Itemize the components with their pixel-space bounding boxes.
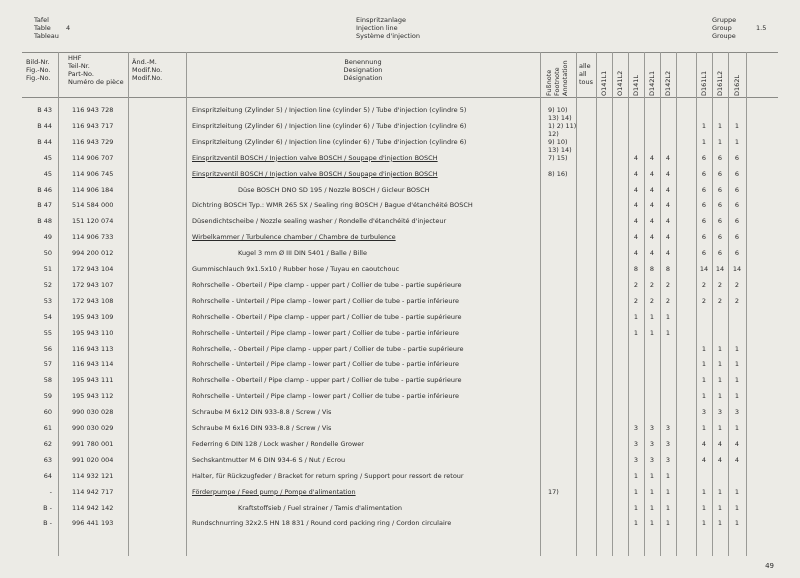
quantity-D161L2: 1: [717, 487, 723, 496]
table-number: 4: [66, 24, 71, 32]
quantity-D141L: 3: [633, 424, 639, 432]
quantity-D161L1: 6: [701, 169, 707, 178]
quantity-D141L: 1: [633, 503, 639, 512]
quantity-D161L2: 3: [717, 408, 723, 417]
quantity-D161L1: 6: [701, 153, 707, 162]
header-right: [712, 16, 736, 40]
quantity-D141L: 4: [633, 217, 639, 226]
quantity-D162L: 1: [734, 503, 740, 512]
col-bild-en: Fig.-No.: [26, 66, 51, 74]
part-number: 172 943 104: [72, 265, 114, 273]
quantity-D161L1: 2: [701, 280, 707, 289]
designation: Kugel 3 mm Ø III DIN 5401 / Balle / Bille: [238, 249, 367, 258]
table-row: [0, 170, 800, 184]
quantity-D141L: 1: [633, 312, 639, 321]
quantity-D141L: 4: [633, 233, 639, 242]
quantity-D141L: 4: [633, 169, 639, 178]
quantity-D142L1: 4: [649, 233, 655, 242]
quantity-D142L1: 8: [649, 265, 655, 273]
quantity-D142L1: 4: [649, 217, 655, 226]
fig-number: B 46: [37, 185, 52, 194]
footnote: 8) 16): [548, 169, 568, 178]
part-number: 114 932 121: [72, 471, 114, 480]
quantity-D161L2: 6: [717, 233, 723, 242]
quantity-D142L1: 4: [649, 185, 655, 194]
quantity-D161L1: 2: [701, 296, 707, 305]
fig-number: 63: [43, 455, 52, 464]
table-row: [0, 106, 800, 120]
quantity-D162L: 1: [734, 392, 740, 401]
part-number: 990 030 028: [72, 408, 114, 417]
quantity-D142L2: 1: [665, 328, 671, 337]
quantity-D141L: 4: [633, 185, 639, 194]
designation: Rohrschelle - Unterteil / Pipe clamp - lower part / Collier de tube - partie inférieure: [192, 296, 459, 305]
part-number: 114 906 184: [72, 185, 114, 194]
designation: Einspritzleitung (Zylinder 5) / Injection line (cylinder 5) / Tube d'injection (cylindre 5): [192, 106, 467, 114]
part-number: 114 906 745: [72, 169, 114, 178]
quantity-D142L2: 1: [665, 487, 671, 496]
designation: Einspritzventil BOSCH / Injection valve BOSCH / Soupape d'injection BOSCH: [192, 153, 438, 162]
quantity-D142L2: 1: [665, 471, 671, 480]
quantity-D161L1: 1: [701, 121, 707, 130]
page-number: 49: [765, 562, 774, 570]
quantity-D162L: 3: [734, 408, 740, 417]
header-right-de: Gruppe: [712, 16, 737, 24]
table-header-border: [22, 97, 778, 98]
col-model-D161L1: D161L1: [700, 70, 708, 96]
col-bild-fr: Fig.-No.: [26, 74, 51, 82]
part-number: 116 943 114: [72, 360, 114, 369]
table-row: [0, 265, 800, 279]
table-row: [0, 186, 800, 200]
designation: Rundschnurring 32x2.5 HN 18 831 / Round cord packing ring / Cordon circulaire: [192, 519, 452, 528]
col-alle-de: alle: [579, 62, 591, 70]
col-aend-en: Modif.No.: [132, 66, 163, 74]
designation: Einspritzleitung (Zylinder 6) / Injection line (cylinder 6) / Tube d'injection (cylindre 6): [192, 121, 467, 130]
col-alle-fr: tous: [579, 78, 594, 86]
table-row: [0, 456, 800, 470]
quantity-D141L: 3: [633, 455, 639, 464]
quantity-D161L2: 6: [717, 217, 723, 226]
quantity-D141L: 1: [633, 519, 639, 528]
quantity-D161L2: 1: [717, 137, 723, 146]
fig-number: B 44: [37, 121, 52, 130]
col-model-D142L1: D142L1: [648, 70, 656, 96]
quantity-D142L2: 1: [665, 503, 671, 512]
table-row: [0, 488, 800, 502]
quantity-D161L2: 6: [717, 185, 723, 194]
quantity-D161L2: 14: [715, 265, 725, 273]
quantity-D162L: 1: [734, 519, 740, 528]
table-top-border: [22, 52, 778, 53]
quantity-D161L2: 1: [717, 360, 723, 369]
fig-number: 45: [43, 169, 52, 178]
quantity-D161L1: 1: [701, 344, 707, 353]
quantity-D142L2: 3: [665, 424, 671, 432]
fig-number: B 43: [37, 106, 52, 114]
designation: Düse BOSCH DNO SD 195 / Nozzle BOSCH / Gicleur BOSCH: [238, 185, 430, 194]
quantity-D161L1: 6: [701, 249, 707, 258]
part-number: 114 942 142: [72, 503, 114, 512]
designation: Rohrschelle - Oberteil / Pipe clamp - upper part / Collier de tube - partie supérieure: [192, 376, 462, 385]
part-number: 172 943 108: [72, 296, 114, 305]
table-row: [0, 360, 800, 374]
footnote: 13) 14): [548, 114, 572, 122]
quantity-D161L2: 2: [717, 280, 723, 289]
quantity-D142L1: 4: [649, 249, 655, 258]
part-number: 195 943 110: [72, 328, 114, 337]
designation: Gummischlauch 9x1.5x10 / Rubber hose / Tuyau en caoutchouc: [192, 265, 400, 273]
part-number: 991 020 004: [72, 455, 114, 464]
quantity-D162L: 1: [734, 487, 740, 496]
quantity-D161L1: 1: [701, 519, 707, 528]
designation: Rohrschelle - Unterteil / Pipe clamp - lower part / Collier de tube - partie inférieure: [192, 360, 459, 369]
part-number: 114 906 707: [72, 153, 114, 162]
part-number: 116 943 113: [72, 344, 114, 353]
footnote: 13) 14): [548, 145, 572, 154]
quantity-D141L: 1: [633, 471, 639, 480]
quantity-D161L1: 1: [701, 424, 707, 432]
fig-number: 60: [43, 408, 52, 417]
quantity-D162L: 1: [734, 424, 740, 432]
table-row: [0, 122, 800, 136]
footnote: 9) 10): [548, 137, 568, 146]
table-row: [0, 313, 800, 327]
col-teil-de: Teil-Nr.: [68, 62, 90, 70]
quantity-D162L: 6: [734, 217, 740, 226]
part-number: 114 942 717: [72, 487, 114, 496]
fig-number: B -: [43, 519, 52, 528]
footnote: 7) 15): [548, 153, 568, 162]
quantity-D141L: 8: [633, 265, 639, 273]
quantity-D141L: 2: [633, 296, 639, 305]
part-number: 151 120 074: [72, 217, 114, 226]
quantity-D161L2: 4: [717, 439, 723, 448]
quantity-D142L1: 3: [649, 439, 655, 448]
quantity-D162L: 1: [734, 137, 740, 146]
quantity-D162L: 6: [734, 201, 740, 210]
col-header-teil: [68, 54, 124, 86]
fig-number: 64: [43, 471, 52, 480]
table-row: [0, 345, 800, 359]
quantity-D142L2: 4: [665, 153, 671, 162]
designation: Einspritzventil BOSCH / Injection valve BOSCH / Soupape d'injection BOSCH: [192, 169, 438, 178]
table-row: [0, 281, 800, 295]
quantity-D161L2: 6: [717, 249, 723, 258]
quantity-D162L: 6: [734, 249, 740, 258]
quantity-D161L1: 14: [699, 265, 709, 273]
quantity-D161L1: 6: [701, 201, 707, 210]
quantity-D142L1: 4: [649, 169, 655, 178]
header-left-en: Table: [34, 24, 51, 32]
table-row: [0, 376, 800, 390]
table-row: [0, 440, 800, 454]
col-ben-fr: Désignation: [343, 74, 383, 82]
fig-number: 50: [43, 249, 52, 258]
quantity-D142L2: 3: [665, 439, 671, 448]
designation: Düsendichtscheibe / Nozzle sealing washer / Rondelle d'étanchéité d'injecteur: [192, 217, 447, 226]
col-aend-fr: Modif.No.: [132, 74, 163, 82]
quantity-D142L1: 2: [649, 296, 655, 305]
fig-number: 57: [43, 360, 52, 369]
quantity-D161L1: 6: [701, 233, 707, 242]
quantity-D142L2: 4: [665, 169, 671, 178]
designation: Rohrschelle - Oberteil / Pipe clamp - upper part / Collier de tube - partie supérieure: [192, 280, 462, 289]
quantity-D161L1: 6: [701, 217, 707, 226]
header-left-fr: Tableau: [34, 32, 59, 40]
quantity-D162L: 1: [734, 360, 740, 369]
quantity-D142L1: 2: [649, 280, 655, 289]
quantity-D142L2: 1: [665, 312, 671, 321]
part-number: 114 906 733: [72, 233, 114, 242]
header-center-de: Einspritzanlage: [356, 16, 407, 24]
quantity-D142L2: 4: [665, 233, 671, 242]
quantity-D142L1: 1: [649, 487, 655, 496]
quantity-D161L2: 1: [717, 121, 723, 130]
quantity-D162L: 6: [734, 169, 740, 178]
col-model-D162L: D162L: [733, 74, 741, 96]
quantity-D142L2: 4: [665, 201, 671, 210]
fig-number: 62: [43, 439, 52, 448]
quantity-D142L2: 2: [665, 280, 671, 289]
quantity-D162L: 14: [732, 265, 742, 273]
fig-number: B 44: [37, 137, 52, 146]
fig-number: B -: [43, 503, 52, 512]
quantity-D141L: 1: [633, 487, 639, 496]
header-center-fr: Système d'injection: [356, 32, 420, 40]
quantity-D162L: 4: [734, 439, 740, 448]
quantity-D142L1: 1: [649, 503, 655, 512]
designation: Rohrschelle - Unterteil / Pipe clamp - lower part / Collier de tube - partie inférieure: [192, 328, 459, 337]
quantity-D142L1: 4: [649, 201, 655, 210]
designation: Rohrschelle - Unterteil / Pipe clamp - lower part / Collier de tube - partie inférieure: [192, 392, 459, 401]
table-row: [0, 424, 800, 438]
quantity-D162L: 1: [734, 344, 740, 353]
quantity-D162L: 6: [734, 233, 740, 242]
col-fuss-de: Fußnote: [545, 69, 553, 96]
table-row: [0, 249, 800, 263]
table-row: [0, 408, 800, 422]
col-teil-fr: Numéro de pièce: [68, 78, 124, 86]
quantity-D161L1: 1: [701, 137, 707, 146]
designation: Kraftstoffsieb / Fuel strainer / Tamis d'alimentation: [238, 503, 402, 512]
fig-number: 52: [43, 280, 52, 289]
table-row: [0, 329, 800, 343]
col-fuss-fr: Annotation: [561, 60, 569, 96]
quantity-D161L2: 1: [717, 519, 723, 528]
quantity-D161L2: 6: [717, 201, 723, 210]
part-number: 994 200 012: [72, 249, 114, 258]
fig-number: 59: [43, 392, 52, 401]
quantity-D161L2: 1: [717, 344, 723, 353]
col-model-O141L2: O141L2: [616, 70, 624, 96]
footnote: 9) 10): [548, 106, 568, 114]
quantity-D142L1: 1: [649, 312, 655, 321]
fig-number: 58: [43, 376, 52, 385]
col-teil-en: Part-No.: [68, 70, 94, 78]
col-teil-hhf: HHF: [68, 54, 82, 62]
designation: Schraube M 6x16 DIN 933-8.8 / Screw / Vis: [192, 424, 332, 432]
part-number: 195 943 112: [72, 392, 114, 401]
quantity-D161L1: 4: [701, 455, 707, 464]
footnote: 12): [548, 129, 559, 138]
part-number: 195 943 111: [72, 376, 114, 385]
quantity-D161L2: 6: [717, 169, 723, 178]
quantity-D161L1: 1: [701, 376, 707, 385]
col-header-bild: [26, 58, 50, 82]
header-left-de: Tafel: [34, 16, 49, 24]
table-row: [0, 392, 800, 406]
quantity-D142L2: 8: [665, 265, 671, 273]
col-ben-de: Benennung: [344, 58, 382, 66]
quantity-D141L: 2: [633, 280, 639, 289]
designation: Rohrschelle - Oberteil / Pipe clamp - upper part / Collier de tube - partie supérieure: [192, 312, 462, 321]
quantity-D142L1: 3: [649, 424, 655, 432]
table-row: [0, 519, 800, 533]
designation: Dichtring BOSCH Typ.: WMR 265 SX / Sealing ring BOSCH / Bague d'étanchéité BOSCH: [192, 201, 473, 210]
part-number: 195 943 109: [72, 312, 114, 321]
quantity-D141L: 1: [633, 328, 639, 337]
quantity-D142L1: 3: [649, 455, 655, 464]
col-fuss-en: Footnote: [553, 67, 561, 96]
part-number: 116 943 728: [72, 106, 114, 114]
footnote: 1) 2) 11): [548, 121, 577, 130]
quantity-D161L1: 1: [701, 487, 707, 496]
part-number: 116 943 729: [72, 137, 114, 146]
fig-number: B 48: [37, 217, 52, 226]
table-row: [0, 297, 800, 311]
col-header-benennung: [186, 58, 540, 82]
quantity-D161L2: 1: [717, 376, 723, 385]
designation: Federring 6 DIN 128 / Lock washer / Rondelle Grower: [192, 439, 364, 448]
quantity-D142L1: 1: [649, 519, 655, 528]
quantity-D162L: 6: [734, 185, 740, 194]
quantity-D142L1: 1: [649, 471, 655, 480]
designation: Halter, für Rückzugfeder / Bracket for return spring / Support pour ressort de retour: [192, 471, 464, 480]
quantity-D161L1: 6: [701, 185, 707, 194]
col-model-O141L1: O141L1: [600, 70, 608, 96]
quantity-D162L: 1: [734, 121, 740, 130]
header-center-en: Injection line: [356, 24, 398, 32]
fig-number: 61: [43, 424, 52, 432]
quantity-D142L2: 4: [665, 185, 671, 194]
designation: Wirbelkammer / Turbulence chamber / Chambre de turbulence: [192, 233, 396, 242]
header-right-fr: Groupe: [712, 32, 736, 40]
quantity-D161L2: 1: [717, 424, 723, 432]
col-alle-en: all: [579, 70, 587, 78]
quantity-D161L2: 1: [717, 392, 723, 401]
table-row: [0, 138, 800, 152]
quantity-D161L2: 4: [717, 455, 723, 464]
quantity-D141L: 4: [633, 249, 639, 258]
fig-number: 56: [43, 344, 52, 353]
col-ben-en: Designation: [343, 66, 383, 74]
table-row: [0, 504, 800, 518]
group-number: 1.5: [756, 24, 767, 32]
page-header: [34, 16, 59, 40]
part-number: 514 584 000: [72, 201, 114, 210]
table-row: [0, 472, 800, 486]
quantity-D161L2: 2: [717, 296, 723, 305]
fig-number: 51: [43, 265, 52, 273]
quantity-D162L: 2: [734, 280, 740, 289]
col-header-alle: [579, 62, 593, 86]
fig-number: 45: [43, 153, 52, 162]
header-center: [356, 16, 420, 40]
part-number: 172 943 107: [72, 280, 114, 289]
designation: Förderpumpe / Feed pump / Pompe d'alimentation: [192, 487, 356, 496]
table-row: [0, 217, 800, 231]
col-model-D141L: D141L: [632, 74, 640, 96]
part-number: 990 030 029: [72, 424, 114, 432]
quantity-D162L: 2: [734, 296, 740, 305]
quantity-D161L1: 1: [701, 360, 707, 369]
fig-number: B 47: [37, 201, 52, 210]
designation: Sechskantmutter M 6 DIN 934-6 S / Nut / Ecrou: [192, 455, 346, 464]
fig-number: 49: [43, 233, 52, 242]
fig-number: 54: [43, 312, 52, 321]
quantity-D142L1: 1: [649, 328, 655, 337]
fig-number: 53: [43, 296, 52, 305]
header-right-en: Group: [712, 24, 732, 32]
quantity-D161L2: 6: [717, 153, 723, 162]
designation: Rohrschelle, - Oberteil / Pipe clamp - upper part / Collier de tube - partie supérieure: [192, 344, 464, 353]
fig-number: 55: [43, 328, 52, 337]
designation: Einspritzleitung (Zylinder 6) / Injection line (cylinder 6) / Tube d'injection (cylindre 6): [192, 137, 467, 146]
part-number: 996 441 193: [72, 519, 114, 528]
quantity-D142L1: 4: [649, 153, 655, 162]
quantity-D141L: 4: [633, 201, 639, 210]
col-bild-de: Bild-Nr.: [26, 58, 50, 66]
quantity-D162L: 4: [734, 455, 740, 464]
col-model-D161L2: D161L2: [716, 70, 724, 96]
quantity-D142L2: 2: [665, 296, 671, 305]
quantity-D142L2: 1: [665, 519, 671, 528]
col-aend-de: Änd.-M.: [132, 58, 157, 66]
quantity-D141L: 4: [633, 153, 639, 162]
quantity-D161L1: 1: [701, 503, 707, 512]
quantity-D142L2: 4: [665, 249, 671, 258]
table-row: [0, 201, 800, 215]
quantity-D142L2: 4: [665, 217, 671, 226]
part-number: 991 780 001: [72, 439, 114, 448]
fig-number: -: [49, 487, 52, 496]
quantity-D161L2: 1: [717, 503, 723, 512]
col-model-D142L2: D142L2: [664, 70, 672, 96]
table-row: [0, 154, 800, 168]
designation: Schraube M 6x12 DIN 933-8.8 / Screw / Vis: [192, 408, 332, 417]
quantity-D141L: 3: [633, 439, 639, 448]
quantity-D142L2: 3: [665, 455, 671, 464]
quantity-D161L1: 4: [701, 439, 707, 448]
quantity-D162L: 6: [734, 153, 740, 162]
col-header-aend: [132, 58, 162, 82]
quantity-D161L1: 3: [701, 408, 707, 417]
part-number: 116 943 717: [72, 121, 114, 130]
quantity-D161L1: 1: [701, 392, 707, 401]
table-row: [0, 233, 800, 247]
quantity-D162L: 1: [734, 376, 740, 385]
footnote: 17): [548, 487, 559, 496]
